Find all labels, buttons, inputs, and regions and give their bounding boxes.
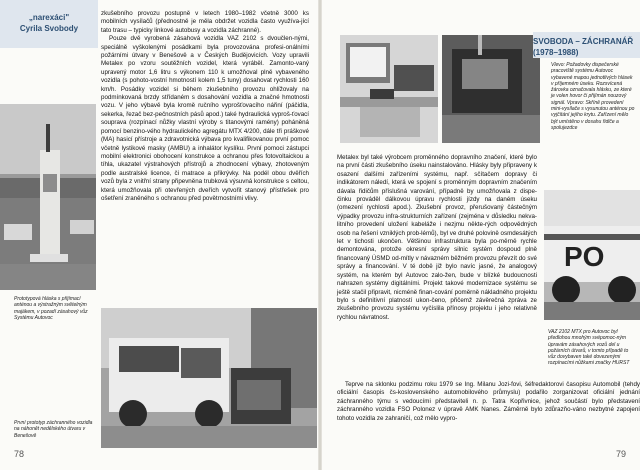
page-number: 78 [14,449,25,459]
transmitter-photo [442,35,540,143]
paragraph: zkušebního provozu postupně v letech 1980–1982 včetně 3000 ks mobilních vysílačů (přednostně je měla obdržet vozidla často využíva-jící tato trasu – typicky linkové autobusy a vozidla záchranné). [101,10,309,34]
section-title-box [0,0,98,48]
caption-bottom-right: VAZ 2102 MTX pro Autovoc byl předlohou mnohým svépomoc-ným úpravám zásahových vozů del u požárních útvarů, v tomto případě to vůz dovybaven také dovezenými rozpínacími nůžkami značky HURST [548,329,630,367]
vaz-car-photo [544,190,640,320]
paragraph: Teprve na sklonku podzimu roku 1979 se Ing. Milanu Jozi-fovi, šéfredaktorovi časopisu Automobil (tehdy oficiální časopis čs-koslovenského automobilového průmyslu) podařilo zorganizovat oficiální jednání záchranného týmu s vedoucími představiteli n. p. Tatra Kopřivnice, jehož součástí bylo představení záchranného vozidla FSO Polonez v úpravě AMK Nanes. Záměrně bylo zdůrazňo-váno nezbytné zapojení tohoto vozidla ze zahraničí, což mělo vypro- [337,381,640,422]
caption-top-right: Vlevo: Požadovky dispečerské pracoviště systému Autovoc vybavené mapou jednotlivých hlásek v příjemném úseku. Rozsvícená žárovka označovala hlásku, ze které je volen hovor či přijímán nouzový signál. Vpravo: Skříně provedení mini-vysílače s vysunutou anténou po vyjčítání jejího krytu. Zařízení mělo být umístěno v dosahu řidiče a spolujezdce [551,62,635,131]
caption-bottom-left: První prototyp záchranného vozidla na náhonět nedělského útvaru v Benešově [14,420,93,439]
section-title-box [533,32,640,58]
section-title-line2: (1978–1988) [533,48,579,57]
page-number: 79 [615,449,626,459]
section-title-line1: SVOBODA – ZÁCHRANÁŘ [533,37,634,46]
rescue-car-photo [101,308,317,448]
body-text-right [337,154,537,322]
svg-text:PO: PO [564,241,605,272]
caption-top-left: Prototypová hláska s přijímací anténou a výstražným světelným majákem, v pozadí zásahový vůz Systému Autovoc [14,296,88,321]
paragraph: Pouze dvě vyrobená zásahová vozidla VAZ 2102 s dvoučlen-nými, speciálně vyškolenými posádkami byla provozována profesi-onálními požárními útvary v Benešově a v Českých Budějovicích. Vozy upravili Metalex po vzoru soutěžních vozidel, která vyráběl. Zamonto-vaný upravený motor 1,6 litru s výkonem 110 k umožňoval plně vybaveného vozidla (s pohoto-vostní hmotností kolem 1,5 tuny) dosahovat rychlosti 160 km/h. Posádky vozidel si během zkušebního provozu ohlížovaly na podmínkovaná brzdy střídaném s dosahování vozidla a značné hmotnosti vozu. V jeho výbavě byla kromě ručního vyprošťovacího nářiní (páčidla, sekerka, řezač bez-pečnostních pásů apod.) také hydraulická vyproš-ťovací souprava (rozpínací nůžky vlastní výroby s titanovými ramény) poháněná pomocí benzino-vého hydraulického agregátu MTX 4/200, dále tři práškové (MA) hasicí přístroje a zdravotnická výbava pro kvalifikovanou první pomoc včetně lystikové masky (AMBU) a inhalátor kyslíku. První pomoci zástupci mobilní elektronici obohocení konstrukce a ochranou přes fotovoltaickou a tíhla, ukazatel výstrahových přístrojů a zhodnocení výbavy, zhotoveným podle australské licence, či matrace a přikrývky. Na podél obou dvěřích vozů byla z vnitřní strany připevněna trubková výsuvná konstrukce s celtou, která umožňovala při otevřených dveřích vytvořit stanový přístřešek pro ošetření zraněného s ochranou před povětrnostními vlivy. [101,35,309,202]
section-title-line2: Cyrila Svobody [19,24,79,33]
dispatch-photo [340,35,438,143]
section-title-line1: „narexáci" [28,13,70,22]
paragraph: Metalex byl také výrobcem proměnného dopravního značení, které bylo na první části zkušebního úseku nainstalováno. Hlásky byly připraveny k osazení dalšími zařízeními systému, např. sčítačem dopravy či indikátorem náledí, která ve spojení s proměnným dopravním značením dávala řidičům příslušná varování, případně by umožňovala z dispe-činku prováděl dálkovou úpravu rychlosti jízdy na daném úseku (omezení rychlosti apod.). Zkušební provoz, přerušovaný částečným výpadky provozu infra-strukturních zařízení (zejména v důsledku nekva-litního provedení uložení kabeláže i nezjmu někte-rých odpovědných osob na řešení vzniklých prob-lémů), byl ve druhé polovině osmdesátých let v tichosti ukončen. Většinou infrastruktura byla po-měrně rychle demontována, protože okresní správy silnic systém dospoud plně financovaný ÚSMD od-mítly v návazném běžném provozu převzít do své správy a financování. V té době již bylo navíc jasné, že analogový systém, na kterém byl Autovoc zalo-žen, bude v blízké budoucnosti nahrazen systémy digitálními. Projekt takové modernizace systému se ještě stačil připravit, nicméně finan-cování poměrně nákladného projektu bylo s definitivní platností ukon-čeno, přičemž závěrečná zpráva ze zkušebního provozu systému vyčíslila přínosy projektu i jeho relativně rychlou návratnost. [337,154,537,321]
right-page [322,0,640,470]
call-box-photo [0,104,96,290]
body-text-right-continued [337,381,640,423]
left-page [0,0,318,470]
body-text-left [101,10,309,203]
